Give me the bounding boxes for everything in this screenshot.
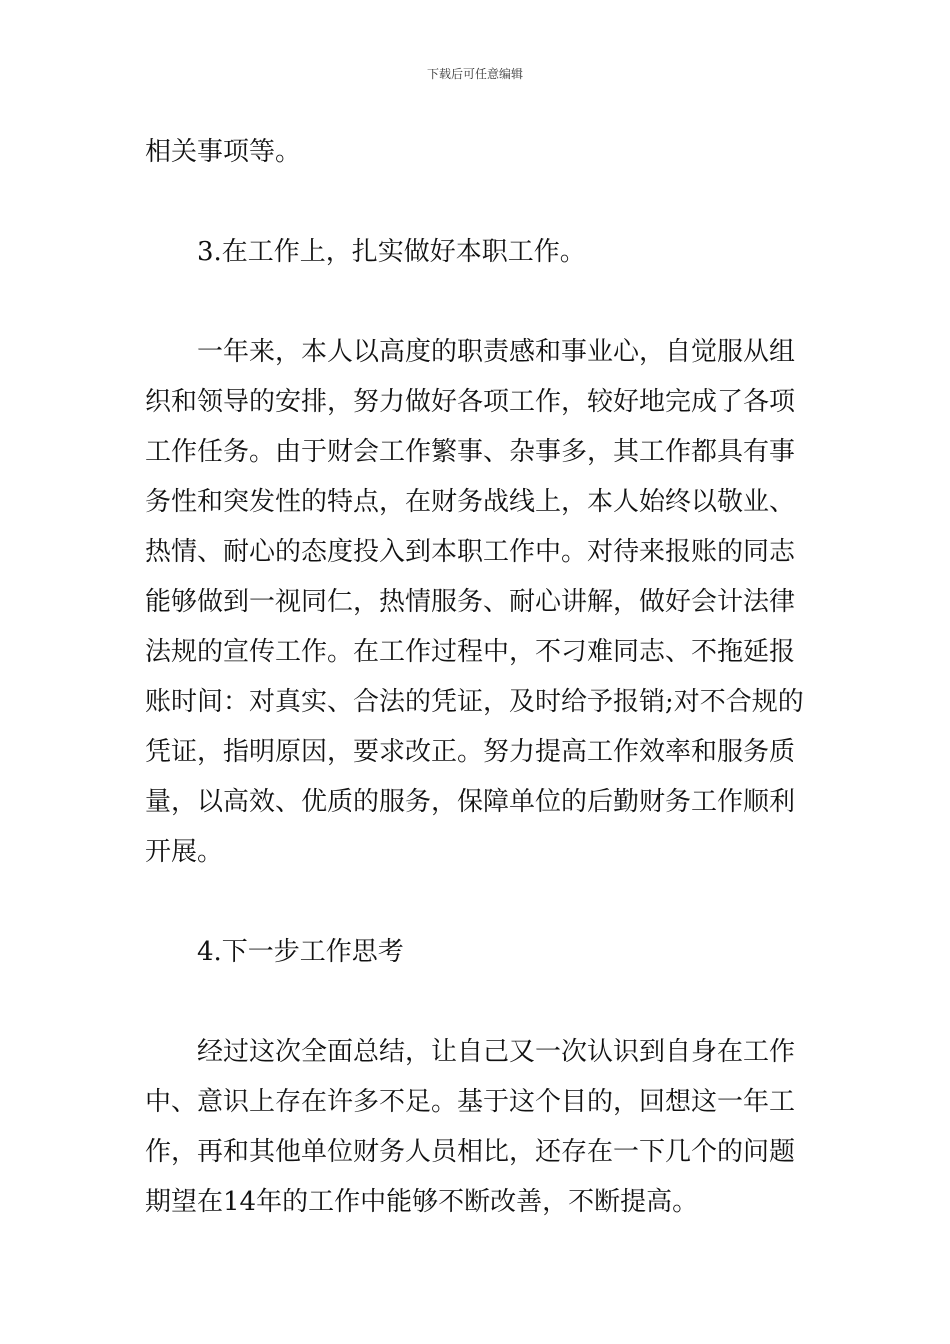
paragraph-reflection [145,1027,810,1227]
paragraph-line: 相关事项等。 [145,137,302,167]
paragraph-line: 织和领导的安排，努力做好各项工作，较好地完成了各项 [145,387,796,417]
page-header: 下载后可任意编辑 [426,67,523,81]
paragraph-line: 工作任务。由于财会工作繁事、杂事多，其工作都具有事 [145,437,796,467]
document-body [145,127,810,1227]
paragraph-gap [145,977,810,1027]
paragraph-line: 热情、耐心的态度投入到本职工作中。对待来报账的同志 [145,537,796,567]
paragraph-gap [145,277,810,327]
section-heading-4: 4.下一步工作思考 [197,937,404,967]
paragraph-line: 一年来，本人以高度的职责感和事业心，自觉服从组 [197,337,796,367]
paragraph-gap [145,177,810,227]
section-heading-3: 3.在工作上，扎实做好本职工作。 [197,237,586,267]
paragraph-line: 量，以高效、优质的服务，保障单位的后勤财务工作顺利 [145,787,796,817]
paragraph-line: 作，再和其他单位财务人员相比，还存在一下几个的问题 [145,1137,796,1167]
paragraph-line: 凭证，指明原因，要求改正。努力提高工作效率和服务质 [145,737,796,767]
paragraph-gap [145,877,810,927]
paragraph-line: 务性和突发性的特点，在财务战线上，本人始终以敬业、 [145,487,796,517]
paragraph-line: 开展。 [145,837,224,867]
paragraph-line: 期望在14年的工作中能够不断改善，不断提高。 [145,1187,699,1217]
paragraph-line: 中、意识上存在许多不足。基于这个目的，回想这一年工 [145,1087,796,1117]
paragraph-work [145,327,810,877]
paragraph-line: 经过这次全面总结，让自己又一次认识到自身在工作 [197,1037,796,1067]
paragraph-line: 法规的宣传工作。在工作过程中，不刁难同志、不拖延报 [145,637,796,667]
paragraph-line: 能够做到一视同仁，热情服务、耐心讲解，做好会计法律 [145,587,796,617]
paragraph-line: 账时间：对真实、合法的凭证，及时给予报销;对不合规的 [145,687,804,717]
